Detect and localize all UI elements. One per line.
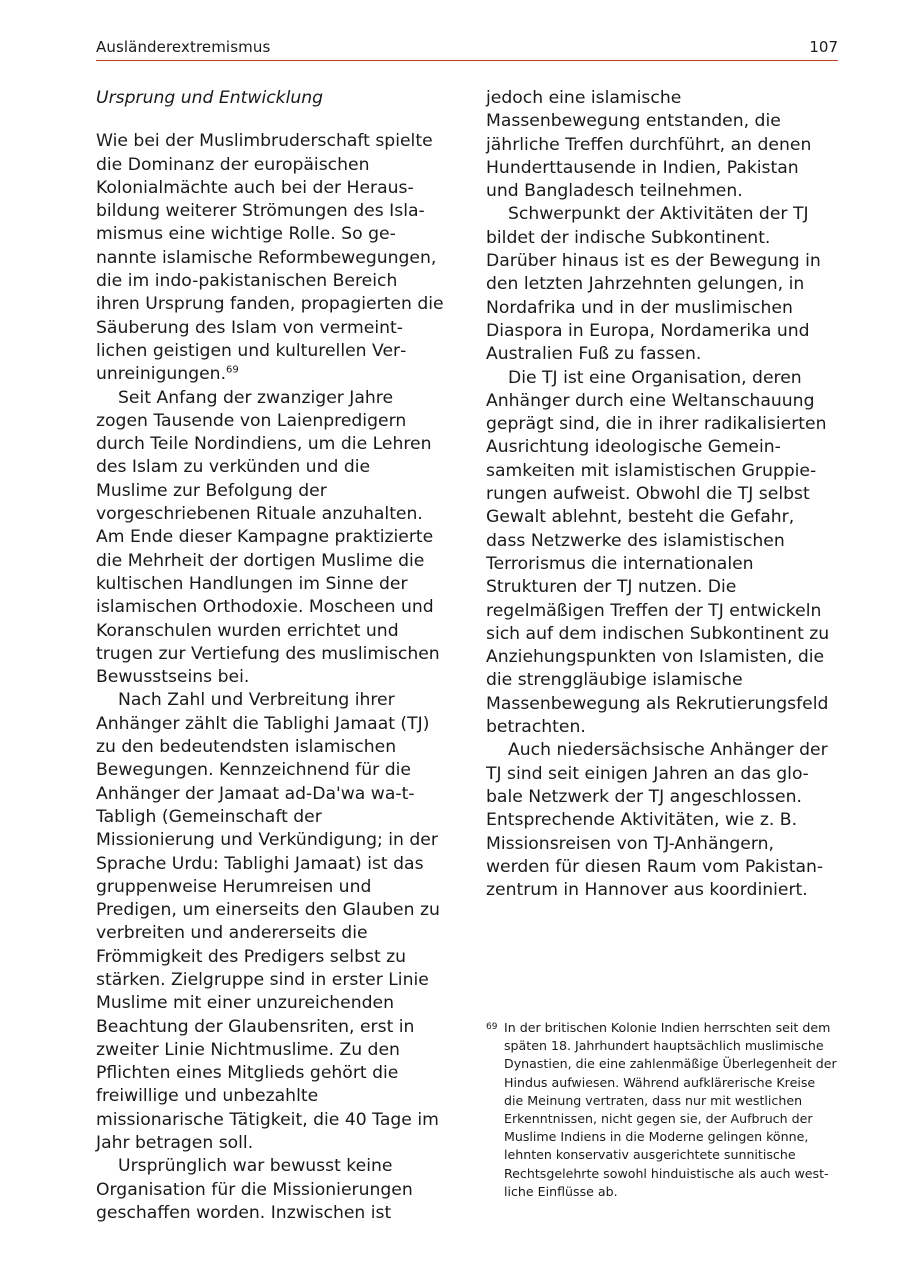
paragraph-lay-preachers: Seit Anfang der zwanziger Jahre zogen Tausende von Laienpredigern durch Teile Nordindiens, um die Lehren des Islam zu verkünden und die Muslime zur Befolgung der vorgeschriebenen Rituale anzuhalten. Am Ende dieser Kampagne praktizierte die Mehrheit der dortigen Muslime die kultischen Handlungen im Sinne der islamischen Orthodoxie. Moscheen und Koranschulen wurden errichtet und trugen zur Vertiefung des muslimischen Bewusstseins bei. <box>96 387 440 688</box>
paragraph-mass-movement: jedoch eine islamische Massenbewegung entstanden, die jährliche Treffen durchführt, an denen Hunderttausende in Indien, Pakistan und Bangladesch teilnehmen. <box>486 88 812 202</box>
paragraph-focus-activities: Schwerpunkt der Aktivitäten der TJ bildet der indische Subkontinent. Darüber hinaus ist es der Bewegung in den letzten Jahrzehnten gelungen, in Nordafrika und in der muslimischen Diaspora in Europa, Nordamerika und Australien Fuß zu fassen. <box>486 204 821 365</box>
footnote-number: 69 <box>486 1022 498 1032</box>
paragraph-origins-text: Wie bei der Muslimbruderschaft spielte die Dominanz der europäischen Kolonialmächte auch bei der Herausbildung weiterer Strömungen des Islamismus eine wichtige Rolle. So genannte islamische Reformbewegungen, die im indo-pakistanischen Bereich ihren Ursprung fanden, propagierten die Säuberung des Islam von vermeintlichen geistigen und kulturellen Verunreinigungen. <box>96 131 444 385</box>
running-head: Ausländerextremismus <box>96 38 271 56</box>
paragraph-ideology: Die TJ ist eine Organisation, deren Anhänger durch eine Weltanschauung geprägt sind, die in ihrer radikalisierten Ausrichtung ideologische Gemeinsamkeiten mit islamistischen Gruppierungen aufweist. Obwohl die TJ selbst Gewalt ablehnt, besteht die Gefahr, dass Netzwerke des islamistischen Terrorismus die internationalen Strukturen der TJ nutzen. Die regelmäßigen Treffen der TJ entwickeln sich auf dem indischen Subkontinent zu Anziehungspunkten von Islamisten, die die strenggläubige islamische Massenbewegung als Rekrutierungsfeld betrachten. <box>486 367 830 738</box>
paragraph-lower-saxony: Auch niedersächsische Anhänger der TJ sind seit einigen Jahren an das globale Netzwerk der TJ angeschlossen. Entsprechende Aktivitäten, wie z. B. Missionsreisen von TJ-Anhängern, werden für diesen Raum vom Pakistanzentrum in Hannover aus koordiniert. <box>486 740 828 901</box>
footnote-reference[interactable]: 69 <box>226 364 239 376</box>
footnote <box>486 1019 838 1201</box>
right-column <box>486 87 836 902</box>
section-title: Ursprung und Entwicklung <box>96 88 324 108</box>
footnote-text: In der britischen Kolonie Indien herrschten seit dem späten 18. Jahrhundert hauptsächlich muslimische Dynastien, die eine zahlenmäßige Überlegenheit der Hindus aufwiesen. Während aufklärerische Kreise die Meinung vertraten, dass nur mit westlichen Erkenntnissen, nicht gegen sie, der Aufbruch der Muslime Indiens in die Moderne gelingen könne, lehnten konservativ ausgerichtete sunnitische Rechtsgelehrte sowohl hinduistische als auch westliche Einflüsse ab. <box>504 1020 837 1199</box>
paragraph-tablighi-jamaat: Nach Zahl und Verbreitung ihrer Anhänger zählt die Tablighi Jamaat (TJ) zu den bedeutendsten islamischen Bewegungen. Kennzeichnend für die Anhänger der Jamaat ad-Da'wa wa-t-Tabligh (Gemeinschaft der Missionierung und Verkündigung; in der Sprache Urdu: Tablighi Jamaat) ist das gruppenweise Herumreisen und Predigen, um einerseits den Glauben zu verbreiten und andererseits die Frömmigkeit des Predigers selbst zu stärken. Zielgruppe sind in erster Linie Muslime mit einer unzureichenden Beachtung der Glaubensriten, erst in zweiter Linie Nichtmuslime. Zu den Pflichten eines Mitglieds gehört die freiwillige und unbezahlte missionarische Tätigkeit, die 40 Tage im Jahr betragen soll. <box>96 690 440 1154</box>
page-header <box>96 38 838 61</box>
paragraph-organisation-start: Ursprünglich war bewusst keine Organisation für die Missionierungen geschaffen worden. Inzwischen ist <box>96 1156 413 1223</box>
left-column <box>96 87 446 1225</box>
paragraph-origins <box>96 130 446 386</box>
page-number: 107 <box>809 38 838 56</box>
